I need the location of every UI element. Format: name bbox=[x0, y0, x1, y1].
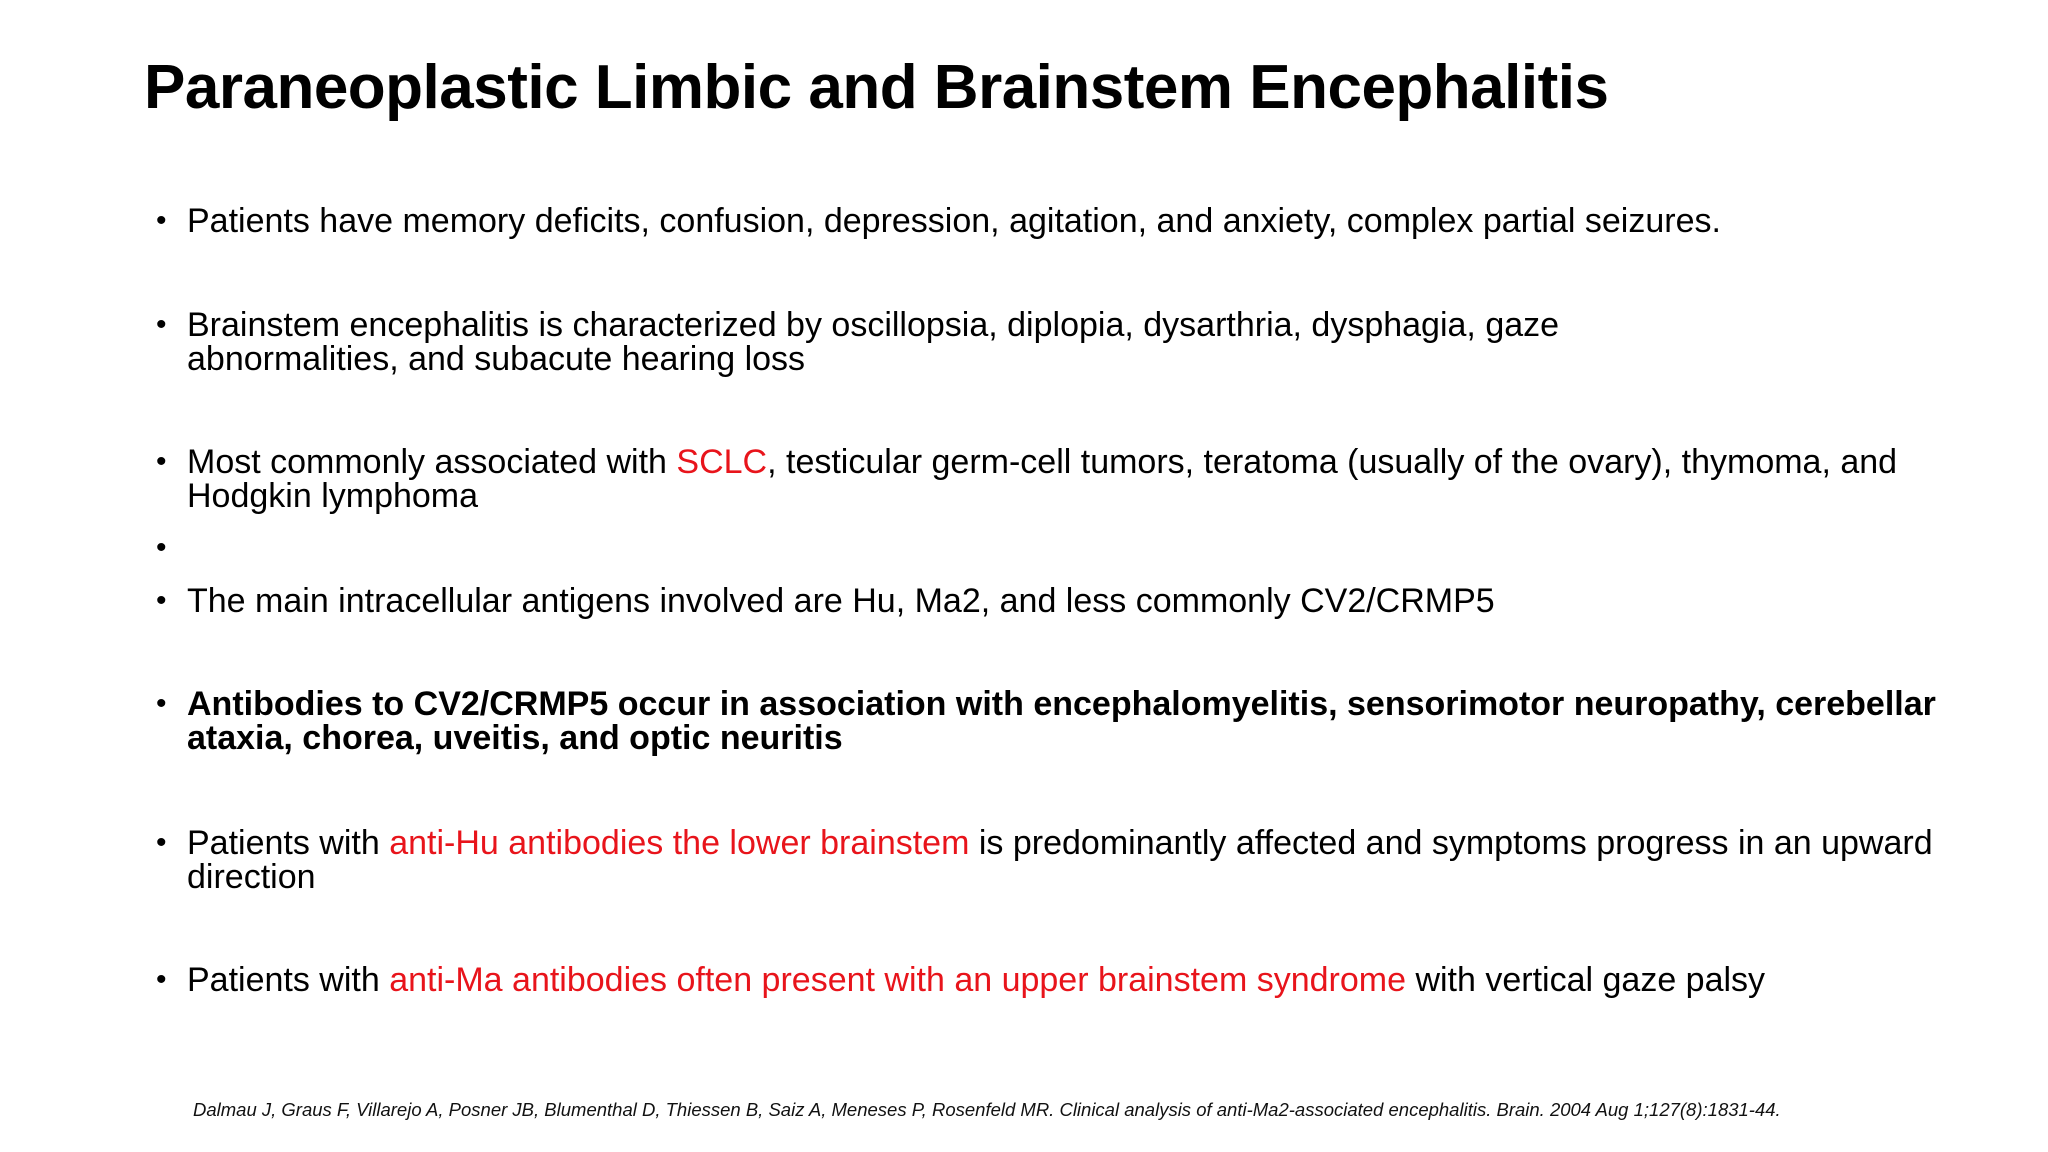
bullet-text bbox=[187, 584, 1927, 618]
bullet-text-plain: Most commonly associated with bbox=[187, 443, 677, 481]
bullet-text-plain: Antibodies to CV2/CRMP5 occur in association with encephalomyelitis, sensorimotor neuropathy, cerebellar ataxia, chorea, uveitis, and optic neuritis bbox=[187, 685, 1936, 757]
bullet-text bbox=[187, 687, 1937, 755]
bullet-text-plain: The main intracellular antigens involved are Hu, Ma2, and less commonly CV2/CRMP5 bbox=[187, 582, 1495, 620]
bullet-text-plain: , testicular germ-cell tumors, teratoma (usually of the ovary), thymoma, and Hodgkin lymphoma bbox=[187, 443, 1898, 515]
citation-reference: Dalmau J, Graus F, Villarejo A, Posner JB, Blumenthal D, Thiessen B, Saiz A, Meneses P, Rosenfeld MR. Clinical analysis of anti-Ma2-associated encephalitis. Brain. 2004 Aug 1;127(8):1831-44. bbox=[193, 1099, 1781, 1120]
bullet-dot: • bbox=[156, 584, 167, 617]
bullet-text-highlight: anti-Hu antibodies the lower brainstem bbox=[389, 824, 970, 862]
bullet-text bbox=[187, 963, 1907, 997]
bullet-dot: • bbox=[156, 826, 167, 859]
bullet-text bbox=[187, 308, 1747, 376]
bullet-dot: • bbox=[156, 531, 167, 564]
bullet-dot: • bbox=[156, 687, 167, 720]
bullet-text bbox=[187, 204, 1927, 238]
bullet-text-highlight: SCLC bbox=[676, 443, 768, 481]
bullet-text-plain: Brainstem encephalitis is characterized by oscillopsia, diplopia, dysarthria, dysphagia, gaze abnormalities, and subacute hearing loss bbox=[187, 306, 1560, 378]
bullet-dot: • bbox=[156, 445, 167, 478]
bullet-dot: • bbox=[156, 308, 167, 341]
bullet-dot: • bbox=[156, 963, 167, 996]
bullet-text-highlight: anti-Ma antibodies often present with an upper brainstem syndrome bbox=[389, 961, 1406, 999]
bullet-text-plain: Patients have memory deficits, confusion, depression, agitation, and anxiety, complex partial seizures. bbox=[187, 202, 1721, 240]
slide-title: Paraneoplastic Limbic and Brainstem Encephalitis bbox=[144, 53, 1609, 122]
bullet-text-plain: Patients with bbox=[187, 824, 390, 862]
bullet-text-plain: is predominantly affected and symptoms progress in an upward direction bbox=[187, 824, 1933, 896]
bullet-text bbox=[187, 826, 1947, 894]
bullet-text-plain: with vertical gaze palsy bbox=[1406, 961, 1766, 999]
bullet-dot: • bbox=[156, 204, 167, 237]
bullet-text bbox=[187, 445, 1907, 513]
bullet-text-plain: Patients with bbox=[187, 961, 390, 999]
